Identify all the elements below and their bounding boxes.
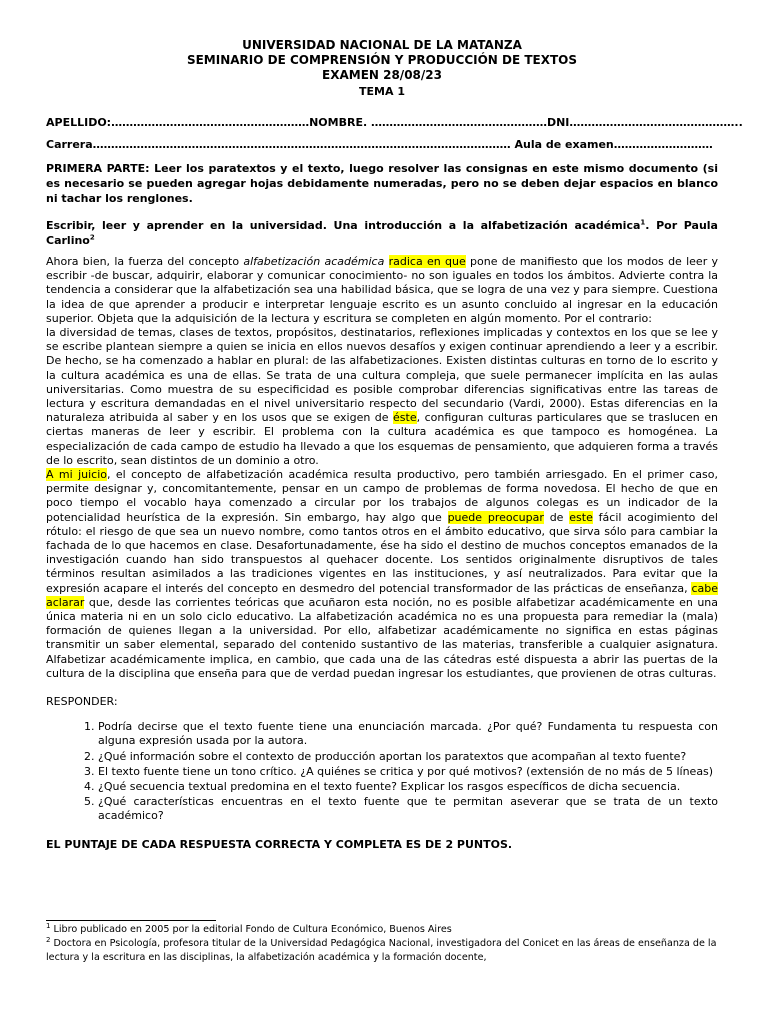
footnote-separator <box>46 920 216 921</box>
question-item: 4. ¿Qué secuencia textual predomina en el texto fuente? Explicar los rasgos específicos de dicha secuencia. <box>98 780 718 794</box>
responder-label: RESPONDER: <box>46 695 118 709</box>
highlight: puede preocupar <box>447 510 544 524</box>
text-run: de <box>543 510 570 524</box>
exam-page <box>46 38 743 851</box>
text-run <box>384 255 388 268</box>
footnote-text: Doctora en Psicología, profesora titular de la Universidad Pedagógica Nacional, investigadora del Conicet en las áreas de enseñanza de la lectura y la escritura en las disciplinas, la alfabetización académica y la formación docente, <box>46 938 717 963</box>
name-fields-line: APELLIDO:………………………………………………NOMBRE. …………………………………………DNI……………………………………….. <box>46 116 743 129</box>
question-item: 5. ¿Qué características encuentras en el texto fuente que te permitan aseverar que se trata de un texto académico? <box>98 795 718 823</box>
highlight: cabe aclarar <box>46 581 718 609</box>
question-list <box>46 720 718 823</box>
university-title: UNIVERSIDAD NACIONAL DE LA MATANZA <box>242 38 522 52</box>
instructions: PRIMERA PARTE: Leer los paratextos y el texto, luego resolver las consignas en este mismo documento (si es necesario se pueden agregar hojas debidamente numeradas, pero no se deben dejar espacios en blanco ni tachar los renglones. <box>46 162 718 205</box>
paragraph-2 <box>46 326 718 468</box>
source-author: . Por Paula Carlino <box>46 219 718 247</box>
source-title-main: Escribir, leer y aprender en la universidad. Una introducción a la alfabetización académica <box>46 219 641 232</box>
text-run: la diversidad de temas, clases de textos, propósitos, destinatarios, reflexiones implicadas y contextos en los que se lee y se escribe plantean siempre a quien se inicia en ellos nuevos desafíos y exigen continuar aprendiendo a leer y a escribir. De hecho, se ha comenzado a hablar en plural: de las alfabetizaciones. Existen distintas culturas en torno de lo escrito y la cultura académica es una de ellas. Se trata de una cultura compleja, que suele permanecer implícita en las aulas universitarias. Como muestra de su especificidad es posible comprobar diferencias significativas entre las tareas de lectura y escritura demandadas en el nivel universitario respecto del secundario (Vardi, 2000). Estas diferencias en la naturaleza atribuida al saber y en los usos que se exigen de <box>46 326 718 425</box>
text-run: que, desde las corrientes teóricas que acuñaron esta noción, no es posible alfabetizar académicamente en una única materia ni en un solo ciclo educativo. La alfabetización académica no es una propuesta para remediar la (mala) formación de quienes llegan a la universidad. Por ello, alfabetizar académicamente no significa en estas páginas transmitir un saber elemental, separado del contenido sustantivo de las materias, transferible a cualquier asignatura. Alfabetizar académicamente implica, en cambio, que cada una de las cátedras esté dispuesta a abrir las puertas de la cultura de la disciplina que enseña para que de verdad puedan ingresar los estudiantes, que provienen de otras culturas. <box>46 595 718 680</box>
paragraph-1 <box>46 255 718 326</box>
highlight: este <box>569 510 593 524</box>
footnote-number: 1 <box>46 921 51 930</box>
paragraph-3 <box>46 468 718 681</box>
question-item: 3. El texto fuente tiene un tono crítico. ¿A quiénes se critica y por qué motivos? (extensión de no más de 5 líneas) <box>98 765 718 779</box>
footnote-ref-2: 2 <box>89 233 95 242</box>
seminar-title: SEMINARIO DE COMPRENSIÓN Y PRODUCCIÓN DE TEXTOS <box>186 53 578 67</box>
highlight: A mi juicio <box>46 468 107 482</box>
text-run: fácil acogimiento del rótulo: el riesgo de que sea un nuevo nombre, como tantos otros en el ámbito educativo, que sirva sólo para cambiar la fachada de lo que hacemos en clase. Desafortunadamente, ése ha sido el destino de muchos conceptos emanados de la investigación cuando han sido transpuestos al quehacer docente. Los sentidos originalmente disruptivos de tales términos resultan asimilados a las tradiciones vigentes en las instituciones, y así neutralizados. Para evitar que la expresión acapare el interés del concepto en desmedro del potencial transformador de las prácticas de enseñanza, <box>46 510 718 595</box>
question-item: 2. ¿Qué información sobre el contexto de producción aportan los paratextos que acompañan al texto fuente? <box>98 750 718 764</box>
text-run: , el concepto de alfabetización académica resulta productivo, pero también arriesgado. En el primer caso, permite designar y, concomitantemente, pensar en un campo de problemas de forma novedosa. El hecho de que en poco tiempo el vocablo haya comenzado a circular por los trabajos de algunos colegas es un indicador de la potencialidad heurística de la expresión. Sin embargo, hay algo que <box>46 468 718 524</box>
italic-term: alfabetización académica <box>243 255 385 268</box>
footnotes <box>46 920 718 965</box>
source-text <box>46 255 718 681</box>
highlight: éste <box>393 411 417 425</box>
footnote-1 <box>46 923 718 937</box>
footnote-number: 2 <box>46 935 51 944</box>
carrera-fields-line: Carrera…………………………………………………………………………………………………… Aula de examen……………………… <box>46 138 713 151</box>
footnote-text: Libro publicado en 2005 por la editorial Fondo de Cultura Económico, Buenos Aires <box>50 924 452 935</box>
question-item: 1. Podría decirse que el texto fuente tiene una enunciación marcada. ¿Por qué? Fundamenta tu respuesta con alguna expresión usada por la autora. <box>98 720 718 748</box>
text-run: , configuran culturas particulares que se traslucen en ciertas maneras de leer y escribir. El problema con la cultura académica es que tampoco es homogénea. La especialización de cada campo de estudio ha llevado a que los esquemas de pensamiento, que adquieren forma a través de lo escrito, sean distintos de un dominio a otro. <box>46 411 718 467</box>
footnote-2 <box>46 937 718 965</box>
source-title <box>46 218 718 248</box>
points-note: EL PUNTAJE DE CADA RESPUESTA CORRECTA Y COMPLETA ES DE 2 PUNTOS. <box>46 837 513 851</box>
text-run: Ahora bien, la fuerza del concepto <box>46 255 244 268</box>
student-fields <box>46 115 743 153</box>
highlight: radica en que <box>388 255 466 268</box>
exam-title: EXAMEN 28/08/23 <box>322 68 442 82</box>
theme-label: TEMA 1 <box>359 85 405 98</box>
text-run: pone de manifiesto que los modos de leer y escribir -de buscar, adquirir, elaborar y comunicar conocimiento- no son iguales en todos los ámbitos. Advierte contra la tendencia a considerar que la alfabetización sea una habilidad básica, que se logra de una vez y para siempre. Cuestiona la idea de que aprender a producir e interpretar lenguaje escrito es un asunto concluido al ingresar en la educación superior. Objeta que la adquisición de la lectura y escritura se completen en algún momento. Por el contrario: <box>46 255 719 325</box>
footnote-ref-1: 1 <box>640 218 646 227</box>
